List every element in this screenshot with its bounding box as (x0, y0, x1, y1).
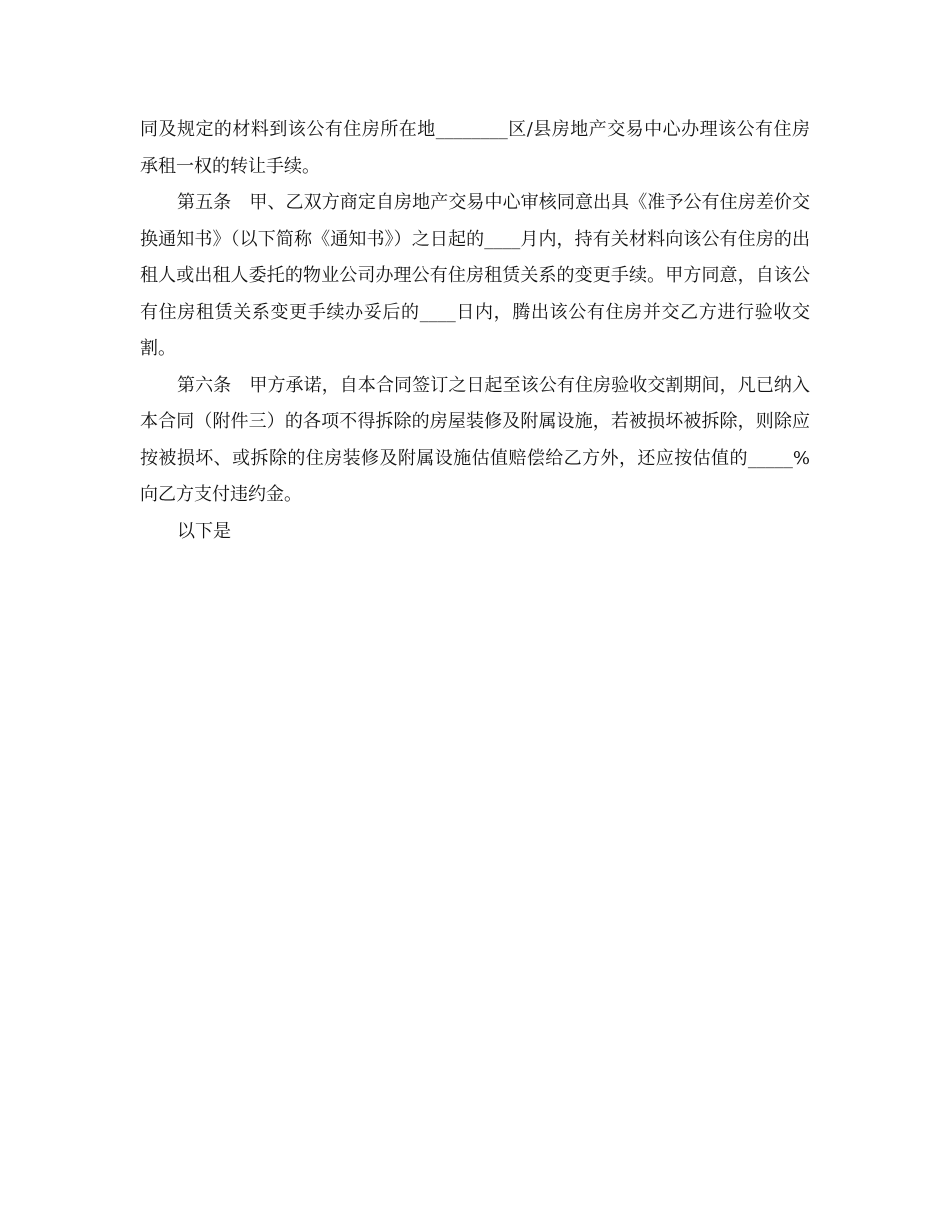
paragraph-continuation: 同及规定的材料到该公有住房所在地________区/县房地产交易中心办理该公有住房承租一权的转让手续。 (140, 119, 810, 177)
paragraph-article-5: 第五条 甲、乙双方商定自房地产交易中心审核同意出具《准予公有住房差价交换通知书》（以下简称《通知书》）之日起的____月内，持有关材料向该公有住房的出租人或出租人委托的物业公司办理公有住房租赁关系的变更手续。甲方同意，自该公有住房租赁关系变更手续办妥后的____日内，腾出该公有住房并交乙方进行验收交割。 (140, 192, 810, 359)
paragraph-trailing: 以下是 (177, 520, 231, 542)
document-page (140, 112, 810, 550)
paragraph-article-6: 第六条 甲方承诺，自本合同签订之日起至该公有住房验收交割期间，凡已纳入本合同（附件三）的各项不得拆除的房屋装修及附属设施，若被损坏被拆除，则除应按被损坏、或拆除的住房装修及附属设施估值赔偿给乙方外，还应按估值的_____%向乙方支付违约金。 (140, 374, 810, 505)
